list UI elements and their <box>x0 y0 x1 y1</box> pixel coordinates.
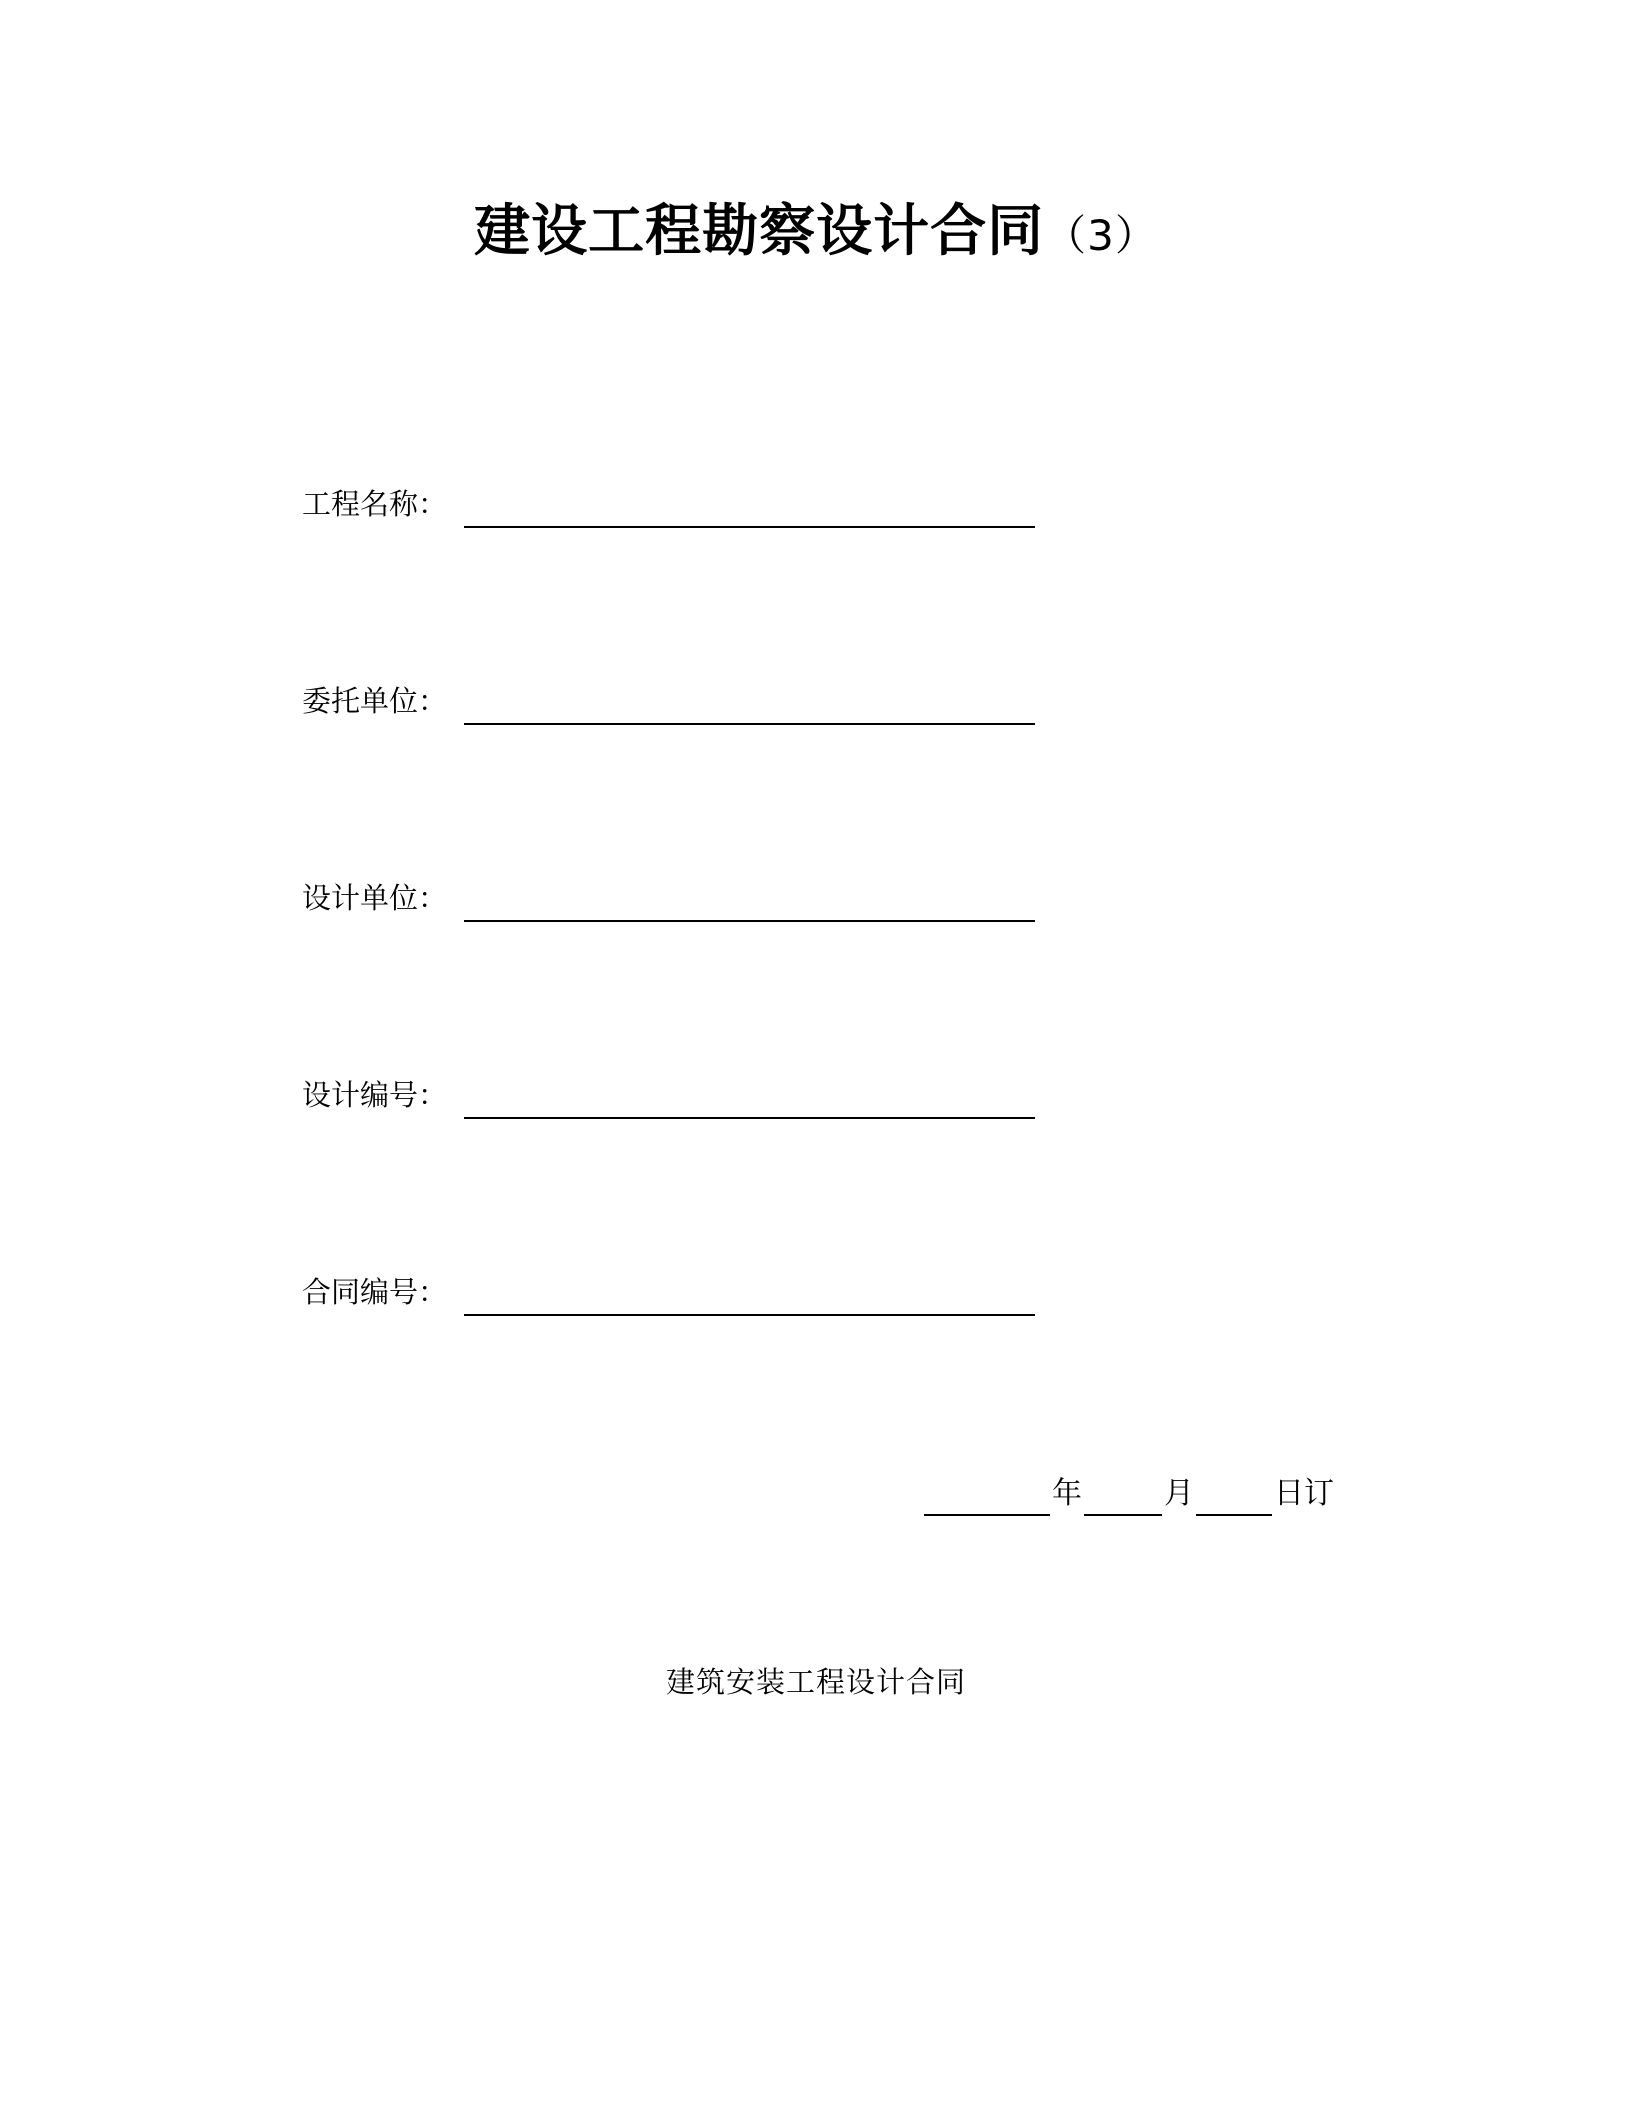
signing-date <box>0 1466 1632 1516</box>
document-title <box>0 196 1632 272</box>
month-blank-line[interactable] <box>1084 1514 1162 1516</box>
document-title-suffix: （3） <box>1044 211 1158 260</box>
year-label: 年 <box>1052 1476 1082 1511</box>
document-title-main: 建设工程勘察设计合同 <box>474 199 1045 264</box>
month-label: 月 <box>1164 1476 1194 1511</box>
day-blank-line[interactable] <box>1196 1514 1272 1516</box>
field-label: 委托单位： <box>302 684 448 718</box>
year-blank-line[interactable] <box>924 1514 1050 1516</box>
field-blank-line[interactable] <box>464 1117 1035 1119</box>
field-label: 设计单位： <box>302 881 448 915</box>
field-blank-line[interactable] <box>464 526 1035 528</box>
section-title: 建筑安装工程设计合同 <box>665 1665 966 1699</box>
field-label: 合同编号： <box>302 1275 448 1309</box>
field-blank-line[interactable] <box>464 920 1035 922</box>
field-label: 工程名称： <box>302 487 448 521</box>
field-label: 设计编号： <box>302 1078 448 1112</box>
field-blank-line[interactable] <box>464 1314 1035 1316</box>
field-blank-line[interactable] <box>464 723 1035 725</box>
day-label: 日订 <box>1274 1476 1334 1511</box>
